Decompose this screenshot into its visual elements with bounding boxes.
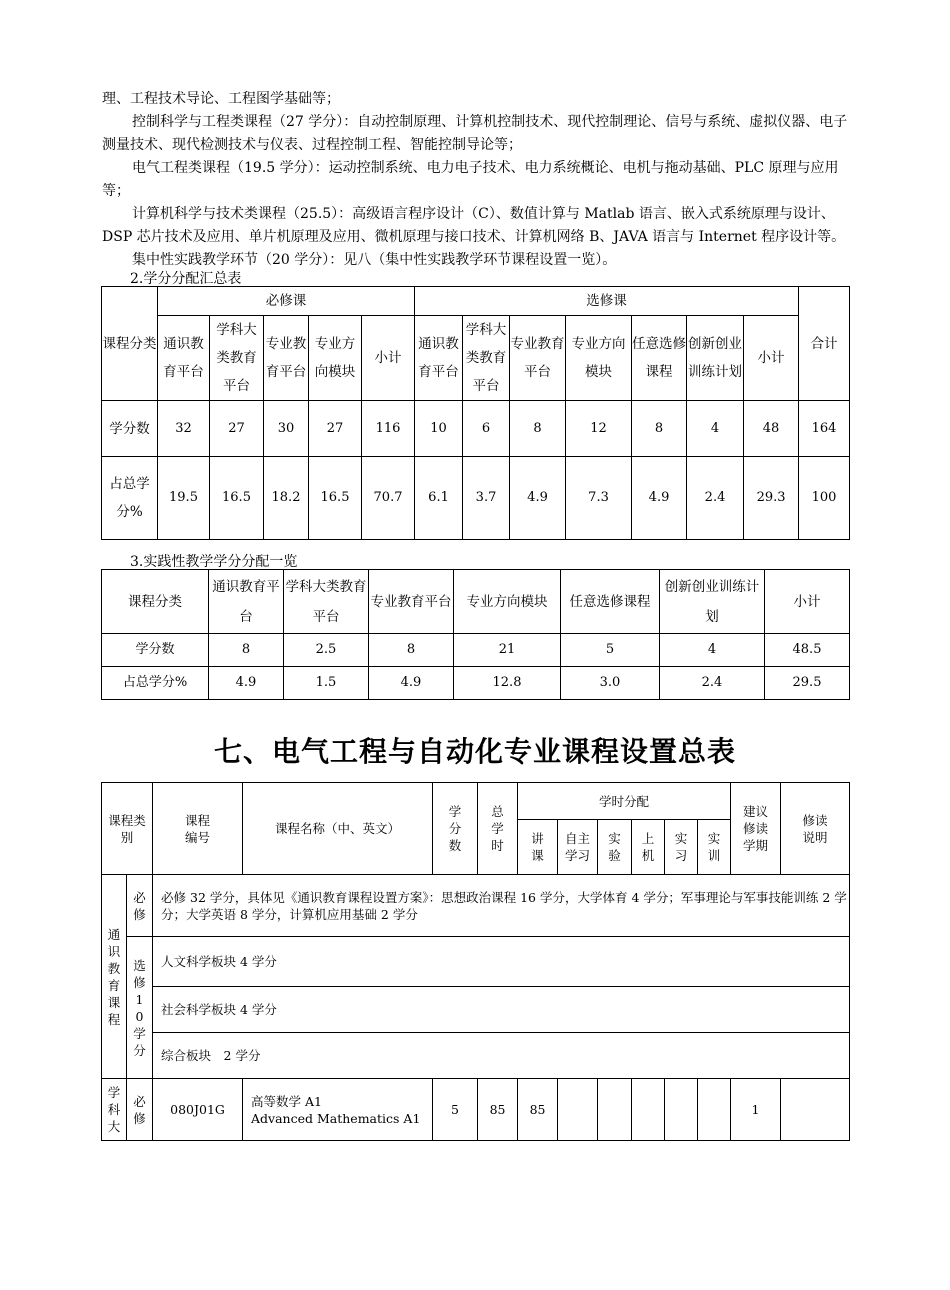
cell: 16.5 bbox=[309, 457, 362, 540]
col-header: 任意选修课程 bbox=[632, 316, 687, 401]
table-row bbox=[102, 667, 850, 700]
credits-header: 学分数 bbox=[433, 783, 478, 875]
semester-header: 建议修读学期 bbox=[731, 783, 781, 875]
required-header: 必修课 bbox=[158, 287, 415, 316]
general-required-label: 必修 bbox=[127, 875, 153, 937]
cell bbox=[781, 1079, 850, 1141]
remarks-header: 修读说明 bbox=[781, 783, 850, 875]
cell: 19.5 bbox=[158, 457, 210, 540]
cell: 8 bbox=[510, 401, 566, 457]
col-header: 学科大类教育平台 bbox=[210, 316, 264, 401]
col-header: 任意选修课程 bbox=[561, 570, 660, 634]
cell: 6.1 bbox=[415, 457, 463, 540]
elective-item: 社会科学板块 4 学分 bbox=[153, 987, 850, 1033]
hour-dist-header: 学时分配 bbox=[518, 783, 731, 820]
course-code: 080J01G bbox=[153, 1079, 243, 1141]
col-header: 创新创业训练计划 bbox=[660, 570, 765, 634]
general-category-label: 通识教育课程 bbox=[102, 875, 127, 1079]
course-lecture: 85 bbox=[518, 1079, 558, 1141]
practice-paragraph: 集中性实践教学环节（20 学分）：见八（集中性实践教学环节课程设置一览）。 bbox=[132, 252, 617, 268]
hours-header: 总学时 bbox=[478, 783, 518, 875]
cell: 18.2 bbox=[264, 457, 309, 540]
cell: 100 bbox=[799, 457, 850, 540]
col-header: 专业教育平台 bbox=[369, 570, 454, 634]
cell: 3.7 bbox=[463, 457, 510, 540]
cell: 4 bbox=[660, 634, 765, 667]
cell: 4.9 bbox=[209, 667, 284, 700]
cell: 7.3 bbox=[566, 457, 632, 540]
col-header: 创新创业训练计划 bbox=[687, 316, 744, 401]
col-header: 小计 bbox=[765, 570, 850, 634]
col-header: 专业教育平台 bbox=[510, 316, 566, 401]
course-hours: 85 bbox=[478, 1079, 518, 1141]
general-elective-label: 选修10学分 bbox=[127, 937, 153, 1079]
cell: 27 bbox=[309, 401, 362, 457]
row-label: 占总学分% bbox=[102, 667, 209, 700]
cell: 48.5 bbox=[765, 634, 850, 667]
cell bbox=[665, 1079, 698, 1141]
cell: 48 bbox=[744, 401, 799, 457]
cell: 5 bbox=[561, 634, 660, 667]
course-semester: 1 bbox=[731, 1079, 781, 1141]
credit-summary-heading: 2.学分分配汇总表 bbox=[130, 271, 242, 287]
col-header: 专业方向模块 bbox=[309, 316, 362, 401]
practice-summary-heading: 3.实践性教学学分分配一览 bbox=[130, 554, 298, 570]
control-courses-paragraph: 控制科学与工程类课程（27 学分）：自动控制原理、计算机控制技术、现代控制理论、信号与系统、虚拟仪器、电子测量技术、现代检测技术与仪表、过程控制工程、智能控制导论等； bbox=[102, 114, 848, 153]
category-header: 课程类别 bbox=[102, 783, 153, 875]
table-row bbox=[102, 634, 850, 667]
course-credits: 5 bbox=[433, 1079, 478, 1141]
cell: 2.4 bbox=[660, 667, 765, 700]
cell bbox=[558, 1079, 598, 1141]
name-header: 课程名称（中、英文） bbox=[243, 783, 433, 875]
cell: 21 bbox=[454, 634, 561, 667]
elective-item: 综合板块 2 学分 bbox=[153, 1033, 850, 1079]
cell: 2.4 bbox=[687, 457, 744, 540]
cell: 70.7 bbox=[362, 457, 415, 540]
computer-courses-paragraph: 计算机科学与技术类课程（25.5）：高级语言程序设计（C）、数值计算与 Matlab 语言、嵌入式系统原理与设计、DSP 芯片技术及应用、单片机原理及应用、微机原理与接口技术、计算机网络 B、JAVA 语言与 Internet 程序设计等。 bbox=[102, 206, 846, 245]
col-header: 小计 bbox=[744, 316, 799, 401]
table-row bbox=[102, 1079, 850, 1141]
cell: 32 bbox=[158, 401, 210, 457]
col-header: 通识教育平台 bbox=[415, 316, 463, 401]
cell: 29.3 bbox=[744, 457, 799, 540]
row-label: 占总学分% bbox=[102, 457, 158, 540]
table-row bbox=[102, 1033, 850, 1079]
course-table bbox=[101, 782, 850, 1141]
col-header: 通识教育平台 bbox=[158, 316, 210, 401]
sub-header: 自主学习 bbox=[558, 820, 598, 875]
discipline-required-label: 必修 bbox=[127, 1079, 153, 1141]
total-header: 合计 bbox=[799, 287, 850, 401]
cell: 6 bbox=[463, 401, 510, 457]
cell: 4.9 bbox=[369, 667, 454, 700]
col-header: 小计 bbox=[362, 316, 415, 401]
credit-summary-table bbox=[101, 286, 850, 540]
table-row bbox=[102, 875, 850, 937]
cell: 116 bbox=[362, 401, 415, 457]
practice-summary-table bbox=[101, 569, 850, 700]
course-name bbox=[243, 1079, 433, 1141]
table-row bbox=[102, 987, 850, 1033]
cell: 27 bbox=[210, 401, 264, 457]
sub-header: 讲课 bbox=[518, 820, 558, 875]
col-header: 专业教育平台 bbox=[264, 316, 309, 401]
sub-header: 实验 bbox=[598, 820, 632, 875]
cell: 4.9 bbox=[632, 457, 687, 540]
cell: 16.5 bbox=[210, 457, 264, 540]
cell: 4 bbox=[687, 401, 744, 457]
cell: 29.5 bbox=[765, 667, 850, 700]
section-title: 七、电气工程与自动化专业课程设置总表 bbox=[213, 735, 736, 768]
cell bbox=[598, 1079, 632, 1141]
sub-header: 实训 bbox=[698, 820, 731, 875]
elective-item: 人文科学板块 4 学分 bbox=[153, 937, 850, 987]
category-header: 课程分类 bbox=[102, 287, 158, 401]
col-header: 专业方向模块 bbox=[566, 316, 632, 401]
row-label: 学分数 bbox=[102, 401, 158, 457]
general-required-text: 必修 32 学分，具体见《通识教育课程设置方案》：思想政治课程 16 学分，大学体育 4 学分；军事理论与军事技能训练 2 学分；大学英语 8 学分，计算机应用基础 2 学分 bbox=[153, 875, 850, 937]
cell: 12 bbox=[566, 401, 632, 457]
cell: 2.5 bbox=[284, 634, 369, 667]
cell: 30 bbox=[264, 401, 309, 457]
cell bbox=[632, 1079, 665, 1141]
cell: 3.0 bbox=[561, 667, 660, 700]
course-name-cn: 高等数学 A1 bbox=[251, 1093, 322, 1109]
row-label: 学分数 bbox=[102, 634, 209, 667]
cell: 1.5 bbox=[284, 667, 369, 700]
sub-header: 实习 bbox=[665, 820, 698, 875]
col-header: 通识教育平台 bbox=[209, 570, 284, 634]
code-header: 课程编号 bbox=[153, 783, 243, 875]
intro-line: 理、工程技术导论、工程图学基础等； bbox=[102, 91, 340, 107]
table-row bbox=[102, 457, 850, 540]
col-header: 专业方向模块 bbox=[454, 570, 561, 634]
col-header: 学科大类教育平台 bbox=[463, 316, 510, 401]
col-header: 学科大类教育平台 bbox=[284, 570, 369, 634]
table-row bbox=[102, 937, 850, 987]
table-row bbox=[102, 401, 850, 457]
course-name-en: Advanced Mathematics A1 bbox=[251, 1110, 421, 1126]
cell: 8 bbox=[369, 634, 454, 667]
electric-courses-paragraph: 电气工程类课程（19.5 学分）：运动控制系统、电力电子技术、电力系统概论、电机与拖动基础、PLC 原理与应用等； bbox=[102, 160, 839, 199]
cell: 164 bbox=[799, 401, 850, 457]
sub-header: 上机 bbox=[632, 820, 665, 875]
cell bbox=[698, 1079, 731, 1141]
elective-header: 选修课 bbox=[415, 287, 799, 316]
cell: 8 bbox=[632, 401, 687, 457]
cell: 10 bbox=[415, 401, 463, 457]
discipline-category-label: 学科大 bbox=[102, 1079, 127, 1141]
cell: 8 bbox=[209, 634, 284, 667]
cell: 4.9 bbox=[510, 457, 566, 540]
col-header: 课程分类 bbox=[102, 570, 209, 634]
cell: 12.8 bbox=[454, 667, 561, 700]
